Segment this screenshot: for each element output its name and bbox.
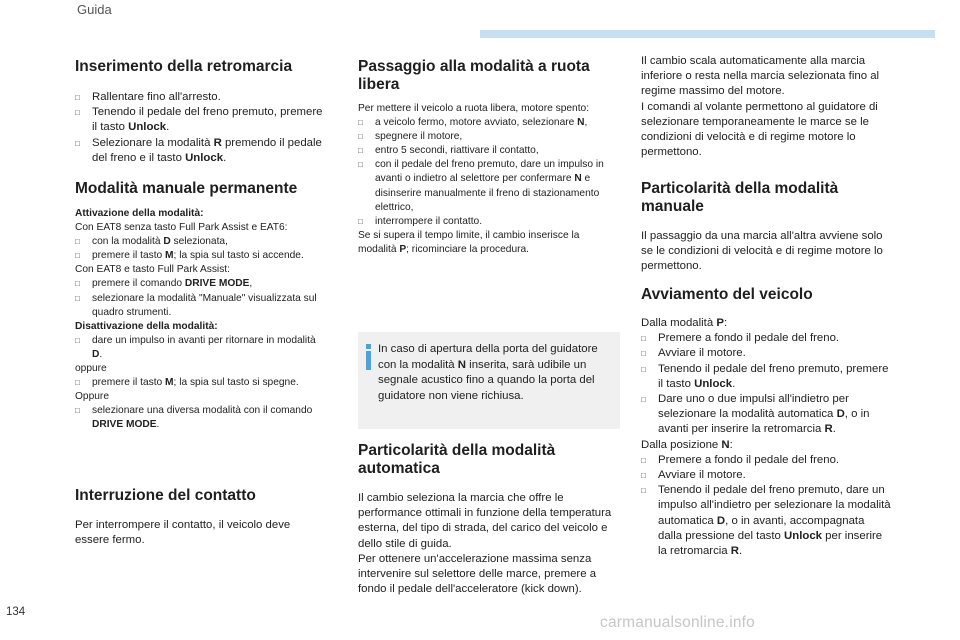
- list-item: □ con il pedale del freno premuto, dare un impulso in avanti o indietro al selettore per confermare N e disinserire manualmente il freno di stazionamento elettrico,: [358, 158, 620, 214]
- intro-paragraph: I comandi al volante permettono al guidatore di selezionare temporaneamente le marce se le condizioni di velocità e di regime motore lo permettono.: [641, 100, 878, 159]
- list-item: □ Tenendo il pedale del freno premuto, premere il tasto Unlock.: [641, 362, 891, 392]
- text-line: Dalla modalità P:: [641, 317, 728, 329]
- bullet-list: [641, 453, 891, 559]
- list-item: □ Tenendo il pedale del freno premuto, premere il tasto Unlock.: [75, 105, 323, 135]
- list-item: □ selezionare una diversa modalità con il comando DRIVE MODE.: [75, 404, 323, 432]
- bullet-list: [75, 376, 323, 390]
- text-line: Dalla posizione N:: [641, 438, 733, 451]
- list-item: □ Premere a fondo il pedale del freno.: [641, 453, 891, 468]
- info-note-box: [358, 332, 620, 429]
- bullet-list: [75, 404, 323, 432]
- list-item: □ Avviare il motore.: [641, 346, 891, 361]
- text-line: Attivazione della modalità:: [75, 208, 204, 219]
- list-item: □ a veicolo fermo, motore avviato, selezionare N,: [358, 116, 620, 130]
- interruzione-contatto-text: Per interrompere il contatto, il veicolo deve essere fermo.: [75, 519, 291, 547]
- avviamento-body: [641, 316, 891, 559]
- list-item: □ interrompere il contatto.: [358, 215, 620, 229]
- list-item: □ con la modalità D selezionata,: [75, 235, 323, 249]
- text-line: Con EAT8 e tasto Full Park Assist:: [75, 264, 230, 276]
- list-item: □ premere il tasto M; la spia sul tasto si accende.: [75, 249, 323, 263]
- info-icon: [365, 344, 372, 370]
- section-avviamento: [641, 286, 891, 559]
- text-line: oppure: [75, 363, 107, 375]
- section-interruzione-contatto: [75, 487, 323, 548]
- bullet-list: [75, 277, 323, 319]
- page-number: 134: [6, 606, 26, 618]
- text-line: Se si supera il tempo limite, il cambio inserisce la modalità P; ricominciare la procedura.: [358, 229, 580, 255]
- heading-ruota-libera: Passaggio alla modalità a ruota libera: [358, 58, 590, 93]
- list-item: □ Avviare il motore.: [641, 468, 891, 483]
- automatica-paragraph: Per ottenere un'accelerazione massima senza intervenire sul selettore delle marce, premere a fondo il pedale dell'acceleratore (kick down).: [358, 552, 597, 596]
- heading-particolarita-manuale: Particolarità della modalità manuale: [641, 180, 839, 215]
- modalita-automatica-body: [358, 491, 620, 597]
- section-manuale-permanente: [75, 180, 323, 433]
- text-line: Disattivazione della modalità:: [75, 320, 218, 332]
- list-item: □ dare un impulso in avanti per ritornare in modalità D.: [75, 334, 323, 362]
- list-item: □ entro 5 secondi, riattivare il contatto,: [358, 144, 620, 158]
- section-label: Guida: [77, 2, 112, 17]
- intro-text: [641, 54, 891, 160]
- list-item: □ premere il comando DRIVE MODE,: [75, 277, 323, 291]
- list-item: □ spegnere il motore,: [358, 130, 620, 144]
- heading-avviamento: Avviamento del veicolo: [641, 286, 813, 303]
- heading-interruzione-contatto: Interruzione del contatto: [75, 487, 256, 504]
- list-item: □ Selezionare la modalità R premendo il pedale del freno e il tasto Unlock.: [75, 136, 323, 166]
- section-particolarita-manuale: [641, 180, 891, 275]
- watermark: carmanualsonline.info: [600, 614, 755, 631]
- section-ruota-libera: [358, 58, 620, 257]
- text-line: Oppure: [75, 391, 109, 403]
- retromarcia-steps: [75, 90, 323, 166]
- ruota-libera-body: [358, 102, 620, 257]
- bullet-list: [641, 331, 891, 437]
- list-item: □ Dare uno o due impulsi all'indietro per selezionare la modalità automatica D, o in avanti per inserire la retromarcia R.: [641, 392, 891, 438]
- info-note-text: In caso di apertura della porta del guidatore con la modalità N inserita, sarà udibile un segnale acustico fino a quando la porta del guidatore non viene richiusa.: [378, 343, 598, 402]
- list-item: □ Premere a fondo il pedale del freno.: [641, 331, 891, 346]
- bullet-list: [75, 334, 323, 362]
- list-item: □ premere il tasto M; la spia sul tasto si spegne.: [75, 376, 323, 390]
- automatica-paragraph: Il cambio seleziona la marcia che offre le performance ottimali in funzione della temperatura esterna, del tipo di strada, del carico del veicolo e dello stile di guida.: [358, 492, 612, 550]
- particolarita-manuale-text: Il passaggio da una marcia all'altra avviene solo se le condizioni di velocità e di regime motore lo permettono.: [641, 230, 883, 273]
- bullet-list: [358, 116, 620, 229]
- text-line: Con EAT8 senza tasto Full Park Assist e EAT6:: [75, 222, 288, 234]
- section-modalita-automatica: [358, 442, 620, 597]
- list-item: □ selezionare la modalità "Manuale" visualizzata sul quadro strumenti.: [75, 292, 323, 320]
- header-accent-bar: [480, 30, 935, 38]
- heading-retromarcia: Inserimento della retromarcia: [75, 58, 293, 75]
- text-line: Per mettere il veicolo a ruota libera, motore spento:: [358, 103, 590, 114]
- intro-paragraph: Il cambio scala automaticamente alla marcia inferiore o resta nella marcia selezionata fino al regime massimo del motore.: [641, 55, 880, 98]
- section-retromarcia: [75, 58, 323, 166]
- manuale-permanente-body: [75, 207, 323, 433]
- heading-modalita-automatica: Particolarità della modalità automatica: [358, 442, 556, 477]
- bullet-list: [75, 235, 323, 263]
- list-item: □ Rallentare fino all'arresto.: [75, 90, 323, 105]
- heading-manuale-permanente: Modalità manuale permanente: [75, 180, 298, 197]
- list-item: □ Tenendo il pedale del freno premuto, dare un impulso all'indietro per selezionare la modalità automatica D, o in avanti, accompagnata dalla pressione del tasto Unlock per inserire la retromarcia R.: [641, 483, 891, 559]
